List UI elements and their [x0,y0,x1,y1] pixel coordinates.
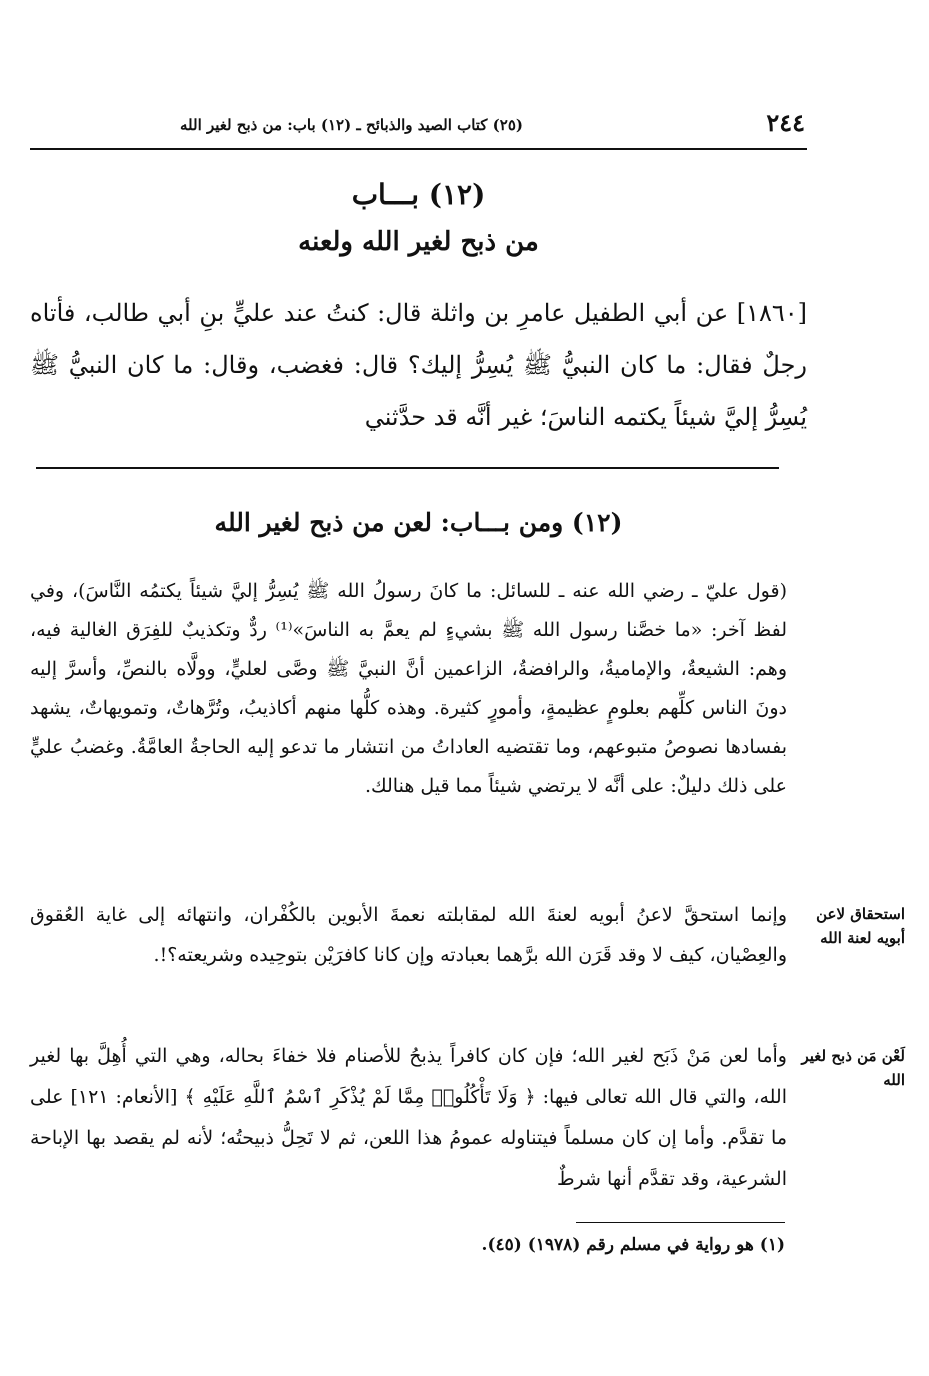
footnote-divider [576,1222,785,1223]
margin-note-2: لَعْن مَن ذبح لغير الله [801,1047,905,1089]
commentary-paragraph-2: وإنما استحقَّ لاعنُ أبويه لعنةَ الله لمقابلته نعمةَ الأبوين بالكُفْران، وانتهائه إلى غاية العُقوق والعِصْيان، كيف لا وقد قَرَن الله برَّهما بعبادته وإن كانا كافرَيْن بتوحِيده وشريعته؟!. [30,904,787,966]
running-title: (٢٥) كتاب الصيد والذبائح ـ (١٢) باب: من ذبح لغير الله [180,116,523,134]
hadith-text: [١٨٦٠] عن أبي الطفيل عامرِ بن واثلة قال: كنتُ عند عليٍّ بنِ أبي طالب، فأتاه رجلٌ فقال: ما كان النبيُّ ﷺ يُسِرُّ إليك؟ قال: فغضب، وقال: ما كان النبيُّ ﷺ يُسِرُّ إليَّ شيئاً يكتمه الناسَ؛ غير أنَّه قد حدَّثني [30,299,807,431]
header-divider [30,148,807,150]
footnote: (١) هو رواية في مسلم رقم (١٩٧٨) (٤٥). [481,1235,785,1255]
page-number: ٢٤٤ [766,108,805,137]
chapter-number: (١٢) بـــاب [351,178,486,211]
page-header [30,108,805,140]
commentary-heading: (١٢) ومن بـــاب: لعن من ذبح لغير الله [214,508,623,537]
commentary-paragraph-1: (قول عليّ ـ رضي الله عنه ـ للسائل: ما كانَ رسولُ الله ﷺ يُسِرُّ إليَّ شيئاً يكتمُه النَّاسَ)، وفي لفظ آخر: «ما خصَّنا رسول الله ﷺ بشيءٍ لم يعمَّ به الناسَ»⁽¹⁾ ردٌّ وتكذيبٌ للفِرَق الغالية فيه، وهم: الشيعةُ، والإماميةُ، والرافضةُ، الزاعمين أنَّ النبيَّ ﷺ وصَّى لعليٍّ، وولَّاه بالنصِّ، وأسرَّ إليه دونَ الناس كلِّهم بعلومٍ عظيمةٍ، وأمورٍ كثيرة. وهذه كلُّها منهم أكاذيبُ، وتُرَّهاتٌ، وتمويهاتٌ، يشهد بفسادها نصوصُ متبوعهم، وما تقتضيه العاداتُ من انتشار ما تدعو إليه الحاجةُ العامَّةُ. وغضبُ عليٍّ على ذلك دليلٌ: على أنَّه لا يرتضي شيئاً مما قيل هنالك. [30,580,787,797]
chapter-title: من ذبح لغير الله ولعنه [298,227,539,257]
section-divider [36,467,779,469]
margin-note-1: استحقاق لاعن أبويه لعنة الله [816,905,905,947]
commentary-paragraph-3: وأما لعن مَنْ ذَبَح لغير الله؛ فإن كان كافراً يذبحُ للأصنام فلا خفاءَ بحاله، وهي التي أُهِلَّ بها لغير الله، والتي قال الله تعالى فيها: ﴿ وَلَا تَأْكُلُوا۟ مِمَّا لَمْ يُذْكَرِ ٱسْمُ ٱللَّهِ عَلَيْهِ ﴾ [الأنعام: ١٢١] على ما تقدَّم. وأما إن كان مسلماً فيتناوله عمومُ هذا اللعن، ثم لا تَحِلُّ ذبيحتُه؛ لأنه لم يقصد بها الإباحة الشرعية، وقد تقدَّم أنها شرطٌ [30,1045,788,1190]
